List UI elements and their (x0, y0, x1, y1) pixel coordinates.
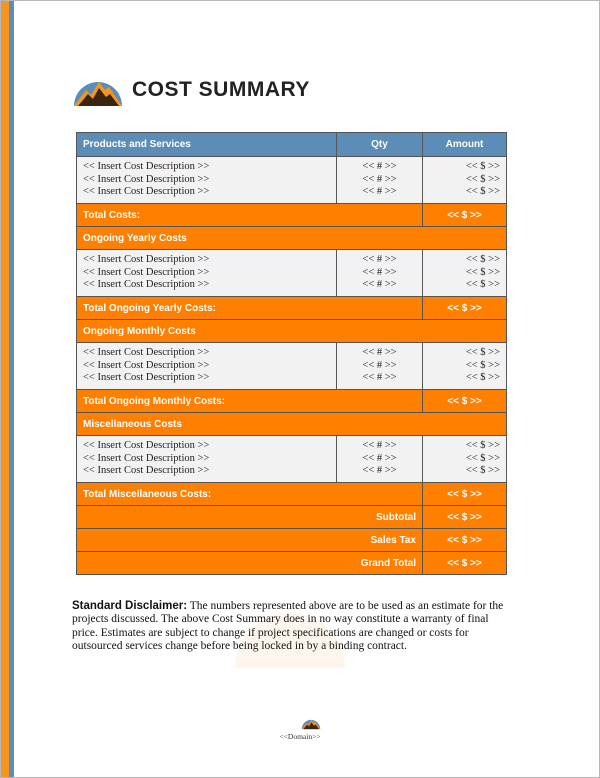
section-heading-row (77, 320, 507, 343)
section-total-row (77, 390, 507, 413)
disclaimer-label: Standard Disclaimer: (72, 600, 188, 612)
section-total-value: << $ >> (423, 483, 507, 506)
section-heading-row (77, 227, 507, 250)
cost-description: << Insert Cost Description >> (83, 372, 210, 384)
amount-value: << $ >> (465, 186, 500, 198)
cost-description: << Insert Cost Description >> (83, 266, 210, 278)
section-heading: Ongoing Yearly Costs (77, 227, 507, 250)
section-heading: Miscellaneous Costs (77, 413, 507, 436)
qty-value: << # >> (362, 266, 397, 278)
qty-value: << # >> (362, 440, 397, 452)
qty-cell (337, 436, 423, 483)
amount-value: << $ >> (465, 465, 500, 477)
amount-value: << $ >> (465, 452, 500, 464)
section-total-label: Total Costs: (77, 204, 423, 227)
left-orange-stripe (1, 1, 9, 777)
summary-label: Grand Total (77, 552, 423, 575)
header-amount: Amount (423, 133, 507, 157)
cost-lines-row (77, 343, 507, 390)
qty-value: << # >> (362, 254, 397, 266)
qty-value: << # >> (362, 359, 397, 371)
qty-value: << # >> (362, 465, 397, 477)
summary-label: Sales Tax (77, 529, 423, 552)
amount-value: << $ >> (465, 161, 500, 173)
cost-description: << Insert Cost Description >> (83, 173, 210, 185)
cost-description-cell (77, 343, 337, 390)
cost-description: << Insert Cost Description >> (83, 465, 210, 477)
qty-value: << # >> (362, 452, 397, 464)
amount-value: << $ >> (465, 266, 500, 278)
mountain-logo-icon (72, 72, 124, 108)
page-title: COST SUMMARY (132, 78, 310, 101)
cost-description: << Insert Cost Description >> (83, 347, 210, 359)
amount-value: << $ >> (465, 254, 500, 266)
summary-value: << $ >> (423, 506, 507, 529)
left-blue-stripe (9, 1, 14, 777)
cost-description: << Insert Cost Description >> (83, 440, 210, 452)
header-qty: Qty (337, 133, 423, 157)
amount-value: << $ >> (465, 173, 500, 185)
amount-value: << $ >> (465, 440, 500, 452)
cost-description: << Insert Cost Description >> (83, 279, 210, 291)
summary-value: << $ >> (423, 529, 507, 552)
amount-value: << $ >> (465, 359, 500, 371)
qty-value: << # >> (362, 347, 397, 359)
table-header-row (77, 133, 507, 157)
summary-row (77, 552, 507, 575)
cost-description: << Insert Cost Description >> (83, 452, 210, 464)
qty-cell (337, 250, 423, 297)
cost-description-cell (77, 436, 337, 483)
cost-lines-row (77, 250, 507, 297)
qty-value: << # >> (362, 186, 397, 198)
qty-value: << # >> (362, 279, 397, 291)
section-total-label: Total Miscellaneous Costs: (77, 483, 423, 506)
page-header (72, 72, 310, 108)
amount-cell (423, 343, 507, 390)
summary-row (77, 506, 507, 529)
amount-cell (423, 157, 507, 204)
amount-value: << $ >> (465, 347, 500, 359)
amount-value: << $ >> (465, 279, 500, 291)
cost-description-cell (77, 250, 337, 297)
header-products-services: Products and Services (77, 133, 337, 157)
amount-cell (423, 436, 507, 483)
section-heading: Ongoing Monthly Costs (77, 320, 507, 343)
cost-lines-row (77, 436, 507, 483)
section-total-row (77, 297, 507, 320)
disclaimer-text: The numbers represented above are to be used as an estimate for the projects discussed. The above Cost Summary does in no way constitute a warranty of final price. Estimates are subject to change if project specifications are changed or costs for outsourced services change before being locked in by a binding contract. (72, 600, 504, 652)
section-total-value: << $ >> (423, 297, 507, 320)
summary-value: << $ >> (423, 552, 507, 575)
amount-value: << $ >> (465, 372, 500, 384)
section-total-row (77, 483, 507, 506)
cost-description-cell (77, 157, 337, 204)
qty-value: << # >> (362, 161, 397, 173)
cost-description: << Insert Cost Description >> (83, 186, 210, 198)
cost-description: << Insert Cost Description >> (83, 359, 210, 371)
summary-label: Subtotal (77, 506, 423, 529)
footer-domain: <<Domain>> (279, 732, 321, 741)
cost-description: << Insert Cost Description >> (83, 161, 210, 173)
section-heading-row (77, 413, 507, 436)
qty-value: << # >> (362, 372, 397, 384)
qty-cell (337, 343, 423, 390)
summary-row (77, 529, 507, 552)
qty-value: << # >> (362, 173, 397, 185)
section-total-value: << $ >> (423, 390, 507, 413)
section-total-label: Total Ongoing Monthly Costs: (77, 390, 423, 413)
cost-lines-row (77, 157, 507, 204)
qty-cell (337, 157, 423, 204)
section-total-label: Total Ongoing Yearly Costs: (77, 297, 423, 320)
section-total-row (77, 204, 507, 227)
footer-logo-icon (301, 716, 321, 730)
standard-disclaimer (72, 600, 512, 653)
cost-summary-table (76, 132, 507, 575)
amount-cell (423, 250, 507, 297)
section-total-value: << $ >> (423, 204, 507, 227)
cost-description: << Insert Cost Description >> (83, 254, 210, 266)
